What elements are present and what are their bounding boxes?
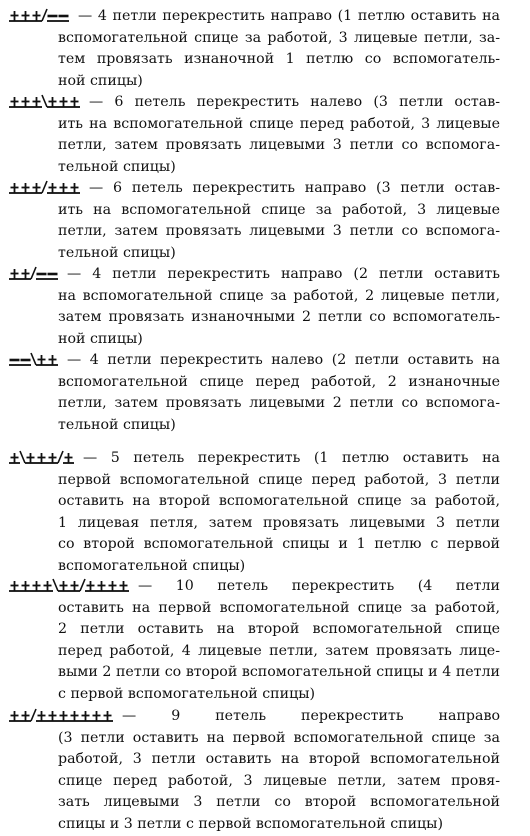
cable-symbol-4-left-purl-icon <box>8 352 59 368</box>
knit-stitch-mark <box>96 581 107 591</box>
entry-text-line: вспомогательной спице перед работой, 2 изнаночные <box>58 373 500 390</box>
knit-stitch-mark <box>9 11 20 21</box>
entry-text-line: — 4 петли перекрестить направо (1 петлю оставить на <box>78 8 500 24</box>
cable-symbol-9-right-icon <box>8 708 114 724</box>
entry-text-line: зать лицевыми 3 петли со второй вспомогательной <box>58 794 500 811</box>
knit-stitch-mark <box>58 581 69 591</box>
cross-divider-mark <box>20 451 25 463</box>
knit-stitch-mark <box>69 183 80 193</box>
legend-entry-2 <box>8 92 500 178</box>
entry-text-line: перед работой, 4 лицевые петли, затем провязать лице- <box>58 642 500 659</box>
cross-divider-mark <box>31 267 36 279</box>
knit-stitch-mark <box>36 711 47 721</box>
knit-stitch-mark <box>31 581 42 591</box>
entry-text-line: — 4 петли перекрестить направо (2 петли оставить <box>67 266 500 282</box>
entry-text-line: тельной спицы) <box>58 158 176 175</box>
entry-first-line <box>8 6 500 28</box>
entry-text-line: затем провязать изнаночными 2 петли со вспомогатель- <box>58 309 500 326</box>
legend-entry-7 <box>8 576 500 706</box>
entry-text-line: с первой вспомогательной спицы) <box>58 685 316 702</box>
knit-stitch-mark <box>80 711 91 721</box>
entry-first-line <box>8 706 500 728</box>
knit-stitch-mark <box>69 97 80 107</box>
cross-divider-mark <box>42 95 47 107</box>
knit-stitch-mark <box>118 581 129 591</box>
legend-entry-3 <box>8 178 500 264</box>
knit-stitch-mark <box>47 453 58 463</box>
entry-text-line: ить на вспомогательной спице перед работой, 3 лицевые <box>58 115 500 132</box>
cable-symbol-10-double-icon <box>8 578 130 594</box>
knit-stitch-mark <box>47 711 58 721</box>
entry-text-line: 1 лицевая петля, затем провязать лицевыми 3 петли <box>58 514 500 531</box>
knit-stitch-mark <box>20 711 31 721</box>
knit-stitch-mark <box>20 97 31 107</box>
knit-stitch-mark <box>20 183 31 193</box>
entry-text-line: вспомогательной спице за работой, 3 лицевые петли, за- <box>58 29 500 46</box>
entry-text-line: — 5 петель перекрестить (1 петлю оставить на <box>83 450 500 466</box>
entry-text-line: петли, затем провязать лицевыми 2 петли со вспомога- <box>58 395 500 412</box>
knit-stitch-mark <box>63 453 74 463</box>
cable-symbol-4-right-purl-icon <box>8 8 70 24</box>
knit-stitch-mark <box>20 269 31 279</box>
entry-text-line: тельной спицы) <box>58 416 176 433</box>
knit-stitch-mark <box>47 183 58 193</box>
knit-stitch-mark <box>58 183 69 193</box>
purl-stitch-mark <box>20 360 31 365</box>
knit-stitch-mark <box>107 581 118 591</box>
purl-stitch-mark <box>36 274 47 279</box>
legend-entry-6 <box>8 448 500 578</box>
entry-text-line: со второй вспомогательной спицы и 1 петлю с первой <box>58 536 500 553</box>
knit-stitch-mark <box>31 183 42 193</box>
knit-stitch-mark <box>9 711 20 721</box>
cross-divider-mark <box>31 709 36 721</box>
entry-text-line: ной спицы) <box>58 330 143 347</box>
cross-divider-mark <box>80 579 85 591</box>
entry-text-line: — 9 петель перекрестить направо <box>122 708 500 724</box>
legend-entry-5 <box>8 350 500 436</box>
knit-stitch-mark <box>9 183 20 193</box>
entry-text-line: выми 2 петли со второй вспомогательной спицы и 4 петли <box>58 664 500 681</box>
entry-text-line: (3 петли оставить на первой вспомогательной спице за <box>58 729 500 746</box>
entry-text-line: оставить на второй вспомогательной спице за работой, <box>58 493 500 510</box>
knit-stitch-mark <box>36 453 47 463</box>
cross-divider-mark <box>42 181 47 193</box>
knit-stitch-mark <box>9 97 20 107</box>
cross-divider-mark <box>42 9 47 21</box>
entry-text-line: на вспомогательной спице за работой, 2 лицевые петли, <box>58 287 500 304</box>
purl-stitch-mark <box>58 16 69 21</box>
knit-stitch-mark <box>69 581 80 591</box>
entry-text-line: ить на вспомогательной спице за работой, 3 лицевые <box>58 201 500 218</box>
knit-stitch-mark <box>9 453 20 463</box>
legend-entry-4 <box>8 264 500 350</box>
entry-text-line: работой, 3 петли оставить на второй вспомогательной <box>58 751 500 768</box>
knit-stitch-mark <box>9 581 20 591</box>
knit-stitch-mark <box>42 581 53 591</box>
entry-first-line <box>8 576 500 598</box>
entry-first-line <box>8 264 500 286</box>
purl-stitch-mark <box>47 274 58 279</box>
entry-text-line: ной спицы) <box>58 72 143 89</box>
entry-text-line: первой вспомогательной спице перед работой, 3 петли <box>58 471 500 488</box>
entry-text-line: петли, затем провязать лицевыми 3 петли со вспомога- <box>58 137 500 154</box>
cable-symbol-6-left-icon <box>8 94 81 110</box>
cable-symbol-5-double-icon <box>8 450 75 466</box>
purl-stitch-mark <box>9 360 20 365</box>
entry-first-line <box>8 92 500 114</box>
knit-stitch-mark <box>20 581 31 591</box>
entry-text-line: тельной спицы) <box>58 244 176 261</box>
entry-text-line: — 10 петель перекрестить (4 петли <box>138 578 500 594</box>
legend-entry-1 <box>8 6 500 92</box>
cable-symbol-6-right-icon <box>8 180 81 196</box>
entry-text-line: петли, затем провязать лицевыми 3 петли со вспомога- <box>58 223 500 240</box>
knit-stitch-mark <box>47 97 58 107</box>
entry-first-line <box>8 178 500 200</box>
entry-text-line: оставить на первой вспомогательной спице за работой, <box>58 599 500 616</box>
legend-entry-8 <box>8 706 500 836</box>
entry-text-line: — 6 петель перекрестить направо (3 петли остав- <box>89 180 500 196</box>
knit-stitch-mark <box>91 711 102 721</box>
entry-text-line: — 6 петель перекрестить налево (3 петли остав- <box>89 94 500 110</box>
cross-divider-mark <box>53 579 58 591</box>
knit-stitch-mark <box>36 355 47 365</box>
knit-stitch-mark <box>47 355 58 365</box>
entry-first-line <box>8 350 500 372</box>
entry-text-line: спице перед работой, 3 лицевые петли, затем провя- <box>58 772 500 789</box>
entry-text-line: 2 петли оставить на второй вспомогательной спице <box>58 621 500 638</box>
knit-stitch-mark <box>69 711 80 721</box>
entry-text-line: спицы и 3 петли с первой вспомогательной спицы) <box>58 815 444 832</box>
entry-first-line <box>8 448 500 470</box>
knit-stitch-mark <box>31 97 42 107</box>
knit-stitch-mark <box>102 711 113 721</box>
knit-stitch-mark <box>58 711 69 721</box>
entry-text-line: тем провязать изнаночной 1 петлю со вспомогатель- <box>58 51 500 68</box>
entry-text-line: — 4 петли перекрестить налево (2 петли оставить на <box>67 352 500 368</box>
purl-stitch-mark <box>47 16 58 21</box>
knit-stitch-mark <box>9 269 20 279</box>
knit-stitch-mark <box>58 97 69 107</box>
knit-stitch-mark <box>20 11 31 21</box>
knit-stitch-mark <box>85 581 96 591</box>
knit-stitch-mark <box>25 453 36 463</box>
entry-text-line: вспомогательной спицы) <box>58 557 246 574</box>
knit-stitch-mark <box>31 11 42 21</box>
cable-symbol-4-right-purl-icon <box>8 266 59 282</box>
cross-divider-mark <box>31 353 36 365</box>
cross-divider-mark <box>58 451 63 463</box>
